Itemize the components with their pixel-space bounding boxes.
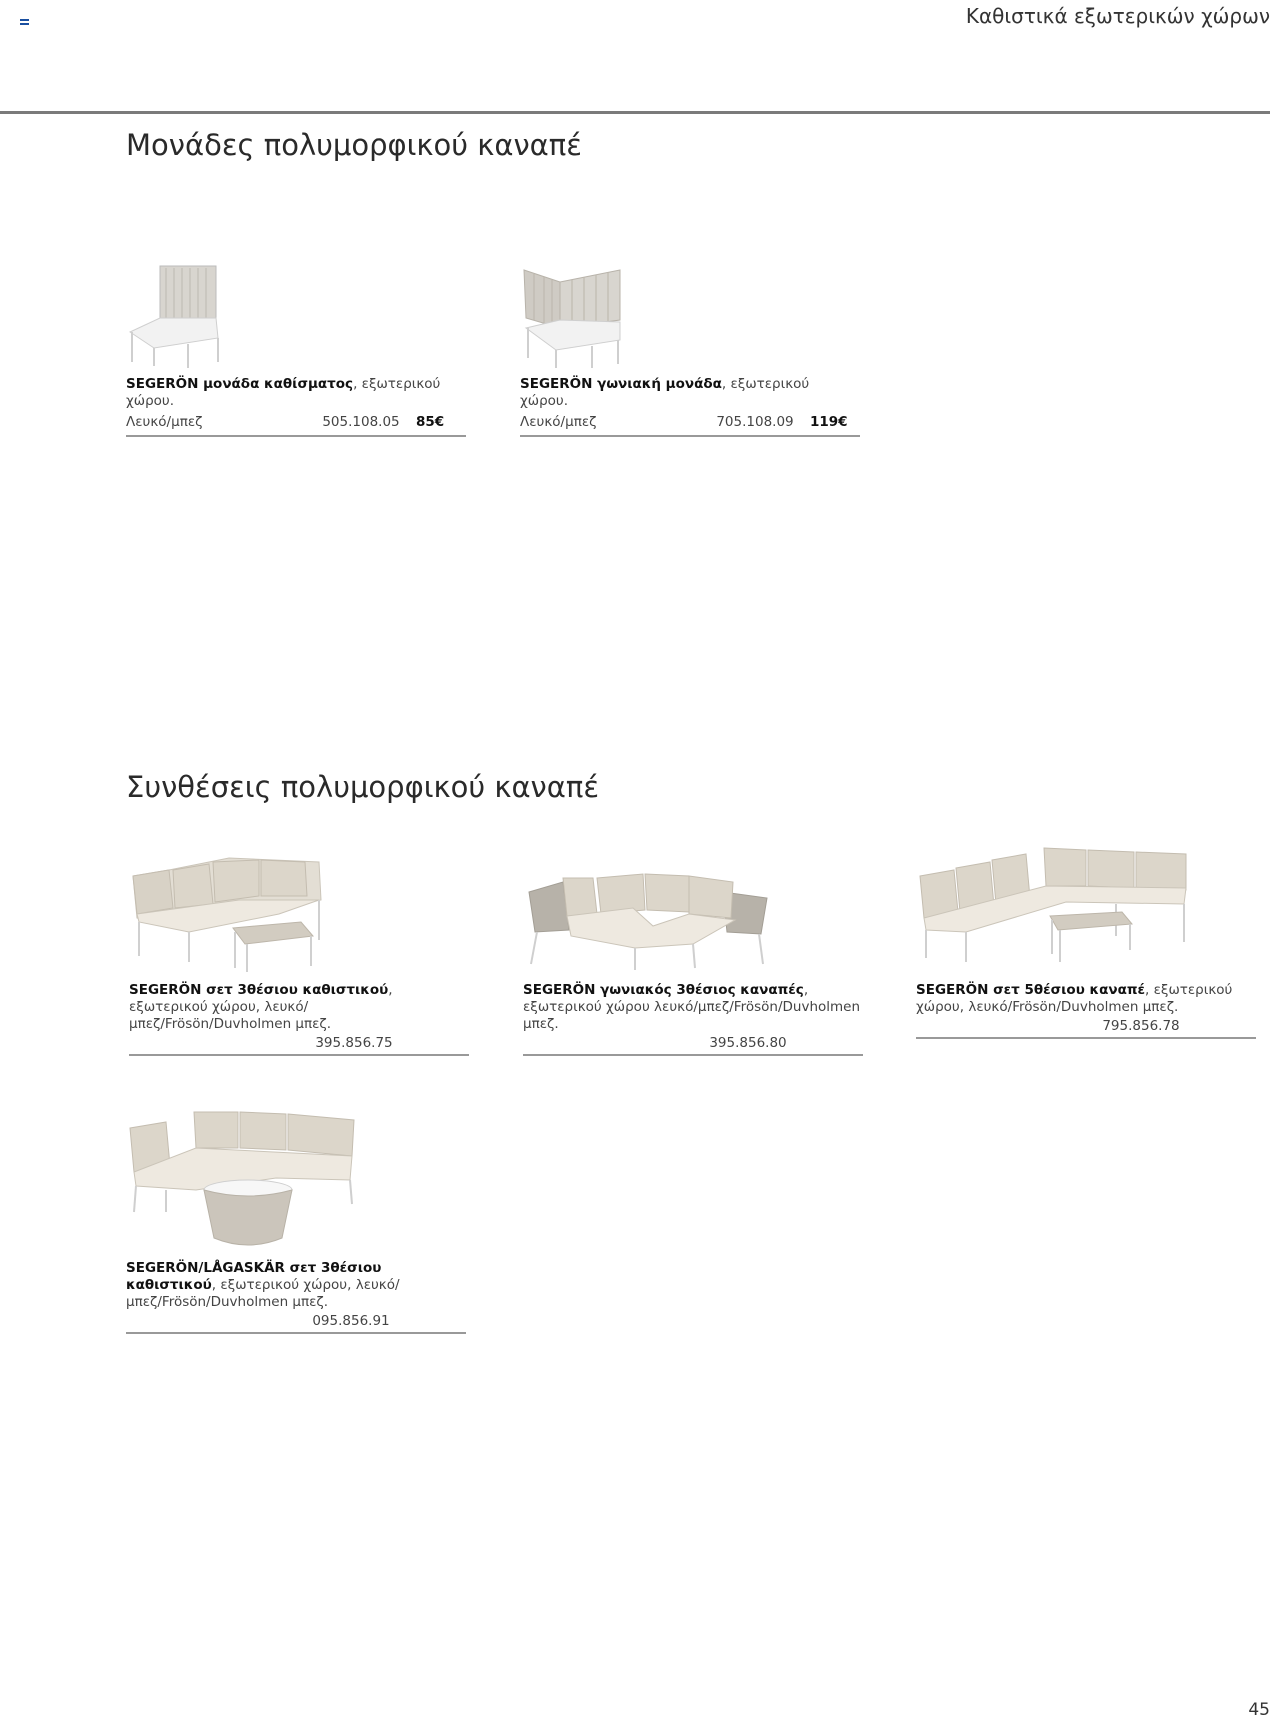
product-color: Λευκό/μπεζ: [520, 414, 597, 430]
product-code: 395.856.80: [709, 1035, 787, 1051]
section-title-compositions: Συνθέσεις πολυμορφικού καναπέ: [126, 770, 600, 804]
product-desc: , εξωτερικού χώρου, λευκό/μπεζ/Frösön/Duvholmen μπεζ.: [126, 1277, 400, 1310]
product-name[interactable]: SEGERÖN σετ 5θέσιου καναπέ: [916, 982, 1146, 998]
product-name[interactable]: SEGERÖN γωνιακή μονάδα: [520, 376, 722, 392]
corner-unit-icon: [520, 262, 630, 370]
card-divider: [523, 1054, 863, 1056]
product-card[interactable]: [520, 262, 860, 437]
product-code: 795.856.78: [1102, 1018, 1180, 1034]
product-card[interactable]: [523, 852, 863, 1056]
product-card[interactable]: [916, 846, 1256, 1039]
corner-sofa-icon: [523, 852, 773, 976]
product-name[interactable]: SEGERÖN/LÅGASKÄR σετ 3θέσιου καθιστικού: [126, 1260, 382, 1293]
chair-unit-icon: [126, 262, 236, 370]
card-divider: [126, 435, 466, 437]
sofa-5-seat-icon: [916, 846, 1196, 976]
product-name[interactable]: SEGERÖN σετ 3θέσιου καθιστικού: [129, 982, 389, 998]
page-number: 45: [1248, 1700, 1270, 1720]
product-card[interactable]: [126, 1108, 466, 1334]
product-desc: , εξωτερικού χώρου.: [520, 376, 810, 409]
product-price: 85€: [416, 414, 445, 430]
product-code: 095.856.91: [312, 1313, 390, 1329]
page-header-title: Καθιστικά εξωτερικών χώρων: [965, 4, 1270, 28]
card-divider: [126, 1332, 466, 1334]
product-card[interactable]: [126, 262, 466, 437]
product-desc: , εξωτερικού χώρου, λευκό/μπεζ/Frösön/Duvholmen μπεζ.: [129, 982, 393, 1032]
flag-icon: [20, 19, 29, 25]
sofa-set-round-table-icon: [126, 1108, 366, 1254]
header-divider: [0, 111, 1270, 114]
card-divider: [129, 1054, 469, 1056]
product-name[interactable]: SEGERÖN γωνιακός 3θέσιος καναπές: [523, 982, 804, 998]
product-code: 705.108.09: [716, 414, 794, 430]
card-divider: [916, 1037, 1256, 1039]
product-desc: , εξωτερικού χώρου.: [126, 376, 441, 409]
product-desc: , εξωτερικού χώρου, λευκό/Frösön/Duvholmen μπεζ.: [916, 982, 1233, 1015]
product-name[interactable]: SEGERÖN μονάδα καθίσματος: [126, 376, 354, 392]
product-desc: , εξωτερικού χώρου λευκό/μπεζ/Frösön/Duvholmen μπεζ.: [523, 982, 861, 1032]
section-title-modules: Μονάδες πολυμορφικού καναπέ: [126, 128, 582, 162]
product-color: Λευκό/μπεζ: [126, 414, 203, 430]
product-code: 505.108.05: [322, 414, 400, 430]
product-price: 119€: [810, 414, 848, 430]
card-divider: [520, 435, 860, 437]
product-card[interactable]: [129, 852, 469, 1056]
sofa-set-icon: [129, 852, 329, 976]
product-code: 395.856.75: [315, 1035, 393, 1051]
